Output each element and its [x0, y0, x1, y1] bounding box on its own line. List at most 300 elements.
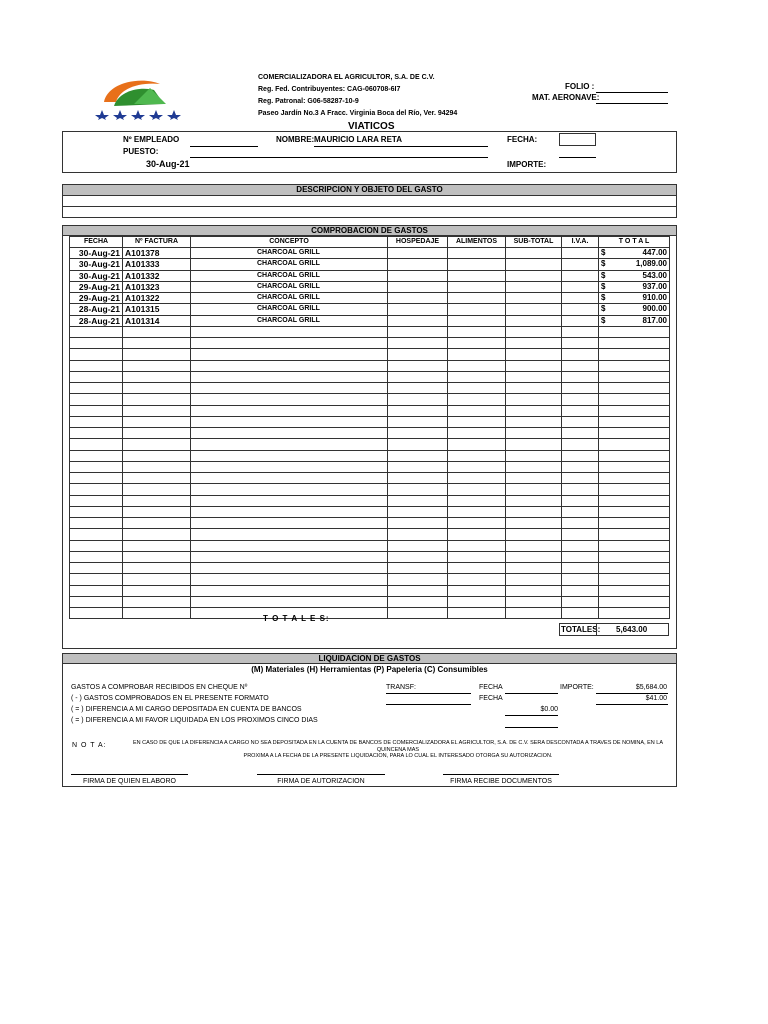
cell-empty[interactable]	[599, 585, 670, 596]
cell-empty[interactable]	[191, 585, 388, 596]
cell-empty[interactable]	[388, 416, 448, 427]
cell-empty[interactable]	[506, 338, 562, 349]
cell-fecha[interactable]: 29-Aug-21	[70, 281, 123, 292]
cell-empty[interactable]	[506, 495, 562, 506]
cell-empty[interactable]	[123, 529, 191, 540]
cell-empty[interactable]	[562, 428, 599, 439]
column-header: Nº FACTURA	[123, 237, 191, 248]
cell-empty[interactable]	[123, 405, 191, 416]
cell-empty[interactable]	[448, 585, 506, 596]
cell-empty[interactable]	[70, 518, 123, 529]
dollar-sign: $	[601, 304, 606, 314]
table-row	[70, 304, 670, 315]
cell-empty[interactable]	[70, 326, 123, 337]
cell-empty[interactable]	[599, 551, 670, 562]
cell-empty[interactable]	[506, 428, 562, 439]
cell-empty[interactable]	[506, 281, 562, 292]
cell-fecha[interactable]: 28-Aug-21	[70, 304, 123, 315]
cell-empty[interactable]	[388, 529, 448, 540]
cell-empty[interactable]	[388, 428, 448, 439]
cell-empty[interactable]	[448, 326, 506, 337]
cell-factura[interactable]: A101332	[123, 270, 191, 281]
cell-empty[interactable]	[70, 608, 123, 619]
cell-empty[interactable]	[70, 405, 123, 416]
liq-line-favor: ( = ) DIFERENCIA A MI FAVOR LIQUIDADA EN LOS PROXIMOS CINCO DIAS	[71, 717, 318, 724]
cell-empty[interactable]	[191, 439, 388, 450]
cell-empty[interactable]	[562, 585, 599, 596]
cell-empty[interactable]	[599, 450, 670, 461]
cell-empty[interactable]	[123, 371, 191, 382]
cell-empty[interactable]	[562, 563, 599, 574]
cell-concepto[interactable]: CHARCOAL GRILL	[191, 293, 388, 304]
cell-empty[interactable]	[191, 349, 388, 360]
cell-empty[interactable]	[599, 405, 670, 416]
cell-total[interactable]	[599, 259, 670, 270]
cell-empty[interactable]	[448, 338, 506, 349]
cell-empty[interactable]	[599, 349, 670, 360]
cell-empty[interactable]	[448, 315, 506, 326]
cell-empty[interactable]	[506, 596, 562, 607]
cell-empty[interactable]	[388, 450, 448, 461]
cell-empty[interactable]	[448, 596, 506, 607]
cell-empty[interactable]	[448, 540, 506, 551]
cell-empty[interactable]	[448, 563, 506, 574]
cell-empty[interactable]	[70, 450, 123, 461]
dollar-sign: $	[601, 259, 606, 269]
cell-empty[interactable]	[506, 416, 562, 427]
cell-empty[interactable]	[562, 360, 599, 371]
cell-empty[interactable]	[191, 326, 388, 337]
cell-empty[interactable]	[123, 495, 191, 506]
cell-empty[interactable]	[123, 563, 191, 574]
cell-empty[interactable]	[562, 405, 599, 416]
cell-empty[interactable]	[448, 371, 506, 382]
cell-empty[interactable]	[388, 495, 448, 506]
cell-empty[interactable]	[506, 439, 562, 450]
cell-empty[interactable]	[448, 450, 506, 461]
cell-fecha[interactable]: 29-Aug-21	[70, 293, 123, 304]
cell-empty[interactable]	[506, 326, 562, 337]
cell-empty[interactable]	[123, 574, 191, 585]
cell-empty[interactable]	[562, 484, 599, 495]
liq-value2: $41.00	[645, 695, 667, 702]
cell-empty[interactable]	[191, 450, 388, 461]
cell-empty[interactable]	[123, 540, 191, 551]
cell-empty[interactable]	[388, 596, 448, 607]
cell-empty[interactable]	[448, 551, 506, 562]
cell-empty[interactable]	[506, 248, 562, 259]
cell-empty[interactable]	[123, 338, 191, 349]
mat-aeronave-label: MAT. AERONAVE:	[532, 93, 600, 102]
cell-empty[interactable]	[388, 394, 448, 405]
comprobacion-header: COMPROBACION DE GASTOS	[62, 225, 677, 236]
cell-concepto[interactable]: CHARCOAL GRILL	[191, 248, 388, 259]
cell-total[interactable]	[599, 281, 670, 292]
cell-total[interactable]	[599, 304, 670, 315]
cell-empty[interactable]	[599, 518, 670, 529]
cell-empty[interactable]	[562, 270, 599, 281]
cell-empty[interactable]	[599, 360, 670, 371]
cell-empty[interactable]	[448, 439, 506, 450]
cell-empty[interactable]	[562, 259, 599, 270]
liq-fecha-label: FECHA	[479, 684, 503, 691]
cell-empty[interactable]	[506, 585, 562, 596]
cell-empty[interactable]	[599, 473, 670, 484]
table-row	[70, 270, 670, 281]
cell-empty[interactable]	[123, 326, 191, 337]
liq-importe-value: $5,684.00	[635, 684, 667, 691]
cell-empty[interactable]	[448, 270, 506, 281]
cell-empty[interactable]	[70, 585, 123, 596]
cell-empty[interactable]	[70, 563, 123, 574]
cell-empty[interactable]	[506, 371, 562, 382]
cell-empty[interactable]	[448, 259, 506, 270]
cell-empty[interactable]	[506, 574, 562, 585]
cell-empty[interactable]	[562, 416, 599, 427]
cell-factura[interactable]: A101315	[123, 304, 191, 315]
cell-factura[interactable]: A101323	[123, 281, 191, 292]
cell-empty[interactable]	[506, 383, 562, 394]
cell-empty[interactable]	[388, 315, 448, 326]
cell-empty[interactable]	[388, 248, 448, 259]
cell-empty[interactable]	[388, 405, 448, 416]
firma-autorizacion-label: FIRMA DE AUTORIZACION	[277, 778, 365, 785]
cell-empty[interactable]	[388, 574, 448, 585]
liq-line-cargo: ( = ) DIFERENCIA A MI CARGO DEPOSITADA EN CUENTA DE BANCOS	[71, 706, 302, 713]
cell-empty[interactable]	[191, 405, 388, 416]
cell-empty[interactable]	[191, 596, 388, 607]
employee-no-line	[190, 146, 258, 147]
cell-empty[interactable]	[599, 529, 670, 540]
cell-empty[interactable]	[562, 315, 599, 326]
cell-empty[interactable]	[599, 338, 670, 349]
cell-empty[interactable]	[506, 259, 562, 270]
cell-fecha[interactable]: 30-Aug-21	[70, 248, 123, 259]
cell-empty[interactable]	[448, 394, 506, 405]
cell-empty[interactable]	[506, 608, 562, 619]
cell-empty[interactable]	[562, 293, 599, 304]
cell-empty[interactable]	[599, 574, 670, 585]
cell-concepto[interactable]: CHARCOAL GRILL	[191, 315, 388, 326]
fecha-field[interactable]	[559, 133, 596, 146]
cell-empty[interactable]	[123, 585, 191, 596]
cell-empty[interactable]	[70, 338, 123, 349]
cell-empty[interactable]	[191, 461, 388, 472]
total-amount: 817.00	[642, 315, 667, 325]
cell-empty[interactable]	[599, 461, 670, 472]
table-row	[70, 518, 670, 529]
cell-empty[interactable]	[562, 473, 599, 484]
cell-empty[interactable]	[70, 529, 123, 540]
cell-empty[interactable]	[70, 416, 123, 427]
cell-empty[interactable]	[388, 338, 448, 349]
cell-empty[interactable]	[123, 428, 191, 439]
cell-empty[interactable]	[388, 349, 448, 360]
cell-empty[interactable]	[388, 461, 448, 472]
cell-empty[interactable]	[191, 506, 388, 517]
cell-empty[interactable]	[506, 315, 562, 326]
cell-empty[interactable]	[388, 383, 448, 394]
cell-empty[interactable]	[70, 473, 123, 484]
table-row	[70, 461, 670, 472]
cell-empty[interactable]	[562, 506, 599, 517]
cell-empty[interactable]	[599, 416, 670, 427]
cell-empty[interactable]	[562, 304, 599, 315]
cell-empty[interactable]	[123, 608, 191, 619]
cell-empty[interactable]	[123, 506, 191, 517]
cell-empty[interactable]	[506, 529, 562, 540]
cell-empty[interactable]	[123, 383, 191, 394]
cell-empty[interactable]	[191, 495, 388, 506]
cell-empty[interactable]	[599, 506, 670, 517]
cell-empty[interactable]	[70, 428, 123, 439]
cell-empty[interactable]	[562, 551, 599, 562]
cell-empty[interactable]	[599, 596, 670, 607]
cell-empty[interactable]	[448, 281, 506, 292]
cell-empty[interactable]	[599, 540, 670, 551]
cell-concepto[interactable]: CHARCOAL GRILL	[191, 270, 388, 281]
cell-empty[interactable]	[388, 473, 448, 484]
cell-empty[interactable]	[388, 585, 448, 596]
firma-autorizacion-line	[257, 774, 385, 775]
cell-empty[interactable]	[599, 394, 670, 405]
cell-empty[interactable]	[506, 563, 562, 574]
cell-empty[interactable]	[70, 461, 123, 472]
liq-fecha2-label: FECHA	[479, 695, 503, 702]
cell-empty[interactable]	[191, 428, 388, 439]
cell-empty[interactable]	[388, 439, 448, 450]
cell-empty[interactable]	[191, 473, 388, 484]
cell-empty[interactable]	[191, 563, 388, 574]
cell-empty[interactable]	[123, 349, 191, 360]
cell-empty[interactable]	[506, 518, 562, 529]
cell-empty[interactable]	[448, 473, 506, 484]
cell-empty[interactable]	[191, 394, 388, 405]
cell-empty[interactable]	[448, 529, 506, 540]
table-row	[70, 551, 670, 562]
cell-empty[interactable]	[562, 450, 599, 461]
cell-empty[interactable]	[448, 383, 506, 394]
cell-empty[interactable]	[191, 484, 388, 495]
table-row	[70, 608, 670, 619]
cell-empty[interactable]	[388, 304, 448, 315]
cell-empty[interactable]	[191, 518, 388, 529]
cell-empty[interactable]	[70, 439, 123, 450]
cell-empty[interactable]	[599, 495, 670, 506]
cell-empty[interactable]	[191, 529, 388, 540]
cell-empty[interactable]	[506, 304, 562, 315]
cell-empty[interactable]	[506, 450, 562, 461]
cell-empty[interactable]	[448, 461, 506, 472]
cell-empty[interactable]	[388, 608, 448, 619]
cell-empty[interactable]	[599, 563, 670, 574]
cell-total[interactable]	[599, 270, 670, 281]
cell-empty[interactable]	[70, 360, 123, 371]
cell-empty[interactable]	[562, 326, 599, 337]
cell-empty[interactable]	[562, 495, 599, 506]
cell-empty[interactable]	[70, 371, 123, 382]
cell-empty[interactable]	[388, 551, 448, 562]
cell-empty[interactable]	[506, 540, 562, 551]
cell-empty[interactable]	[448, 506, 506, 517]
cell-empty[interactable]	[191, 371, 388, 382]
cell-empty[interactable]	[70, 506, 123, 517]
cell-empty[interactable]	[123, 484, 191, 495]
cell-empty[interactable]	[448, 349, 506, 360]
description-line-2[interactable]	[62, 206, 677, 218]
cell-empty[interactable]	[562, 540, 599, 551]
cell-empty[interactable]	[70, 484, 123, 495]
cell-factura[interactable]: A101378	[123, 248, 191, 259]
cell-empty[interactable]	[388, 360, 448, 371]
nota-text-line-1: EN CASO DE QUE LA DIFERENCIA A CARGO NO SEA DEPOSITADA EN LA CUENTA DE BANCOS DE COMERCIALIZADORA EL AGRICULTOR, S.A. DE C.V. SERA DESCONTADA A TRAVES DE NOMINA, EN LA QUINCENA MAS	[132, 740, 664, 753]
table-row	[70, 495, 670, 506]
cell-empty[interactable]	[562, 281, 599, 292]
cell-empty[interactable]	[388, 270, 448, 281]
cell-empty[interactable]	[562, 394, 599, 405]
cell-empty[interactable]	[506, 349, 562, 360]
cell-empty[interactable]	[70, 495, 123, 506]
cell-factura[interactable]: A101314	[123, 315, 191, 326]
cell-empty[interactable]	[70, 394, 123, 405]
cell-empty[interactable]	[506, 506, 562, 517]
cell-empty[interactable]	[191, 383, 388, 394]
cell-concepto[interactable]: CHARCOAL GRILL	[191, 304, 388, 315]
cell-empty[interactable]	[123, 450, 191, 461]
cell-empty[interactable]	[70, 596, 123, 607]
cell-empty[interactable]	[448, 248, 506, 259]
cell-empty[interactable]	[448, 484, 506, 495]
employee-date: 30-Aug-21	[146, 159, 190, 169]
cell-empty[interactable]	[599, 326, 670, 337]
cell-empty[interactable]	[448, 428, 506, 439]
cell-empty[interactable]	[448, 495, 506, 506]
cell-empty[interactable]	[562, 529, 599, 540]
cell-empty[interactable]	[123, 394, 191, 405]
cell-concepto[interactable]: CHARCOAL GRILL	[191, 281, 388, 292]
cell-empty[interactable]	[191, 540, 388, 551]
cell-empty[interactable]	[506, 461, 562, 472]
cell-empty[interactable]	[388, 293, 448, 304]
cell-total[interactable]	[599, 293, 670, 304]
cell-empty[interactable]	[562, 371, 599, 382]
dollar-sign: $	[601, 248, 606, 258]
cell-empty[interactable]	[123, 473, 191, 484]
cell-fecha[interactable]: 28-Aug-21	[70, 315, 123, 326]
cell-empty[interactable]	[506, 394, 562, 405]
cell-empty[interactable]	[123, 439, 191, 450]
cell-empty[interactable]	[191, 338, 388, 349]
cell-empty[interactable]	[448, 405, 506, 416]
cell-empty[interactable]	[599, 439, 670, 450]
cell-empty[interactable]	[562, 574, 599, 585]
cell-empty[interactable]	[562, 248, 599, 259]
cell-empty[interactable]	[388, 563, 448, 574]
cell-empty[interactable]	[506, 270, 562, 281]
cell-empty[interactable]	[123, 360, 191, 371]
cell-empty[interactable]	[599, 428, 670, 439]
company-name: COMERCIALIZADORA EL AGRICULTOR, S.A. DE C.V.	[258, 74, 435, 81]
column-header: HOSPEDAJE	[388, 237, 448, 248]
cell-empty[interactable]	[599, 608, 670, 619]
cell-empty[interactable]	[448, 574, 506, 585]
cell-empty[interactable]	[562, 349, 599, 360]
cell-empty[interactable]	[448, 608, 506, 619]
cell-empty[interactable]	[388, 540, 448, 551]
cell-empty[interactable]	[388, 371, 448, 382]
cell-empty[interactable]	[562, 596, 599, 607]
cell-empty[interactable]	[599, 383, 670, 394]
cell-total[interactable]	[599, 248, 670, 259]
cell-empty[interactable]	[123, 596, 191, 607]
totales-value: 5,643.00	[616, 625, 648, 634]
cell-empty[interactable]	[123, 551, 191, 562]
cell-empty[interactable]	[123, 461, 191, 472]
cell-empty[interactable]	[506, 360, 562, 371]
cell-empty[interactable]	[388, 518, 448, 529]
cell-empty[interactable]	[448, 304, 506, 315]
cell-empty[interactable]	[562, 518, 599, 529]
cell-factura[interactable]: A101322	[123, 293, 191, 304]
cell-empty[interactable]	[388, 484, 448, 495]
cell-fecha[interactable]: 30-Aug-21	[70, 270, 123, 281]
firma-recibe-line	[443, 774, 559, 775]
cell-empty[interactable]	[70, 551, 123, 562]
cell-empty[interactable]	[506, 473, 562, 484]
cell-empty[interactable]	[70, 383, 123, 394]
cell-empty[interactable]	[448, 416, 506, 427]
cell-empty[interactable]	[506, 551, 562, 562]
cell-empty[interactable]	[388, 506, 448, 517]
cell-empty[interactable]	[562, 608, 599, 619]
cell-empty[interactable]	[562, 439, 599, 450]
cell-empty[interactable]	[70, 349, 123, 360]
cell-empty[interactable]	[506, 405, 562, 416]
cell-empty[interactable]	[191, 360, 388, 371]
cell-empty[interactable]	[123, 416, 191, 427]
cell-empty[interactable]	[599, 484, 670, 495]
table-row	[70, 293, 670, 304]
cell-empty[interactable]	[506, 293, 562, 304]
cell-empty[interactable]	[388, 281, 448, 292]
cell-empty[interactable]	[191, 574, 388, 585]
cell-empty[interactable]	[191, 416, 388, 427]
cell-empty[interactable]	[123, 518, 191, 529]
cell-total[interactable]	[599, 315, 670, 326]
cell-empty[interactable]	[562, 461, 599, 472]
column-header: CONCEPTO	[191, 237, 388, 248]
cell-concepto[interactable]: CHARCOAL GRILL	[191, 259, 388, 270]
table-row	[70, 315, 670, 326]
cell-empty[interactable]	[70, 574, 123, 585]
cell-empty[interactable]	[70, 540, 123, 551]
cell-fecha[interactable]: 30-Aug-21	[70, 259, 123, 270]
cell-empty[interactable]	[506, 484, 562, 495]
cell-empty[interactable]	[448, 518, 506, 529]
totales-box-label: TOTALES:	[561, 625, 601, 634]
cell-empty[interactable]	[388, 326, 448, 337]
cell-empty[interactable]	[191, 551, 388, 562]
cell-empty[interactable]	[562, 338, 599, 349]
cell-empty[interactable]	[388, 259, 448, 270]
folio-label: FOLIO :	[565, 82, 595, 91]
cell-empty[interactable]	[599, 371, 670, 382]
fecha-label: FECHA:	[507, 135, 538, 144]
cell-empty[interactable]	[448, 293, 506, 304]
cell-empty[interactable]	[562, 383, 599, 394]
cell-factura[interactable]: A101333	[123, 259, 191, 270]
cell-empty[interactable]	[448, 360, 506, 371]
